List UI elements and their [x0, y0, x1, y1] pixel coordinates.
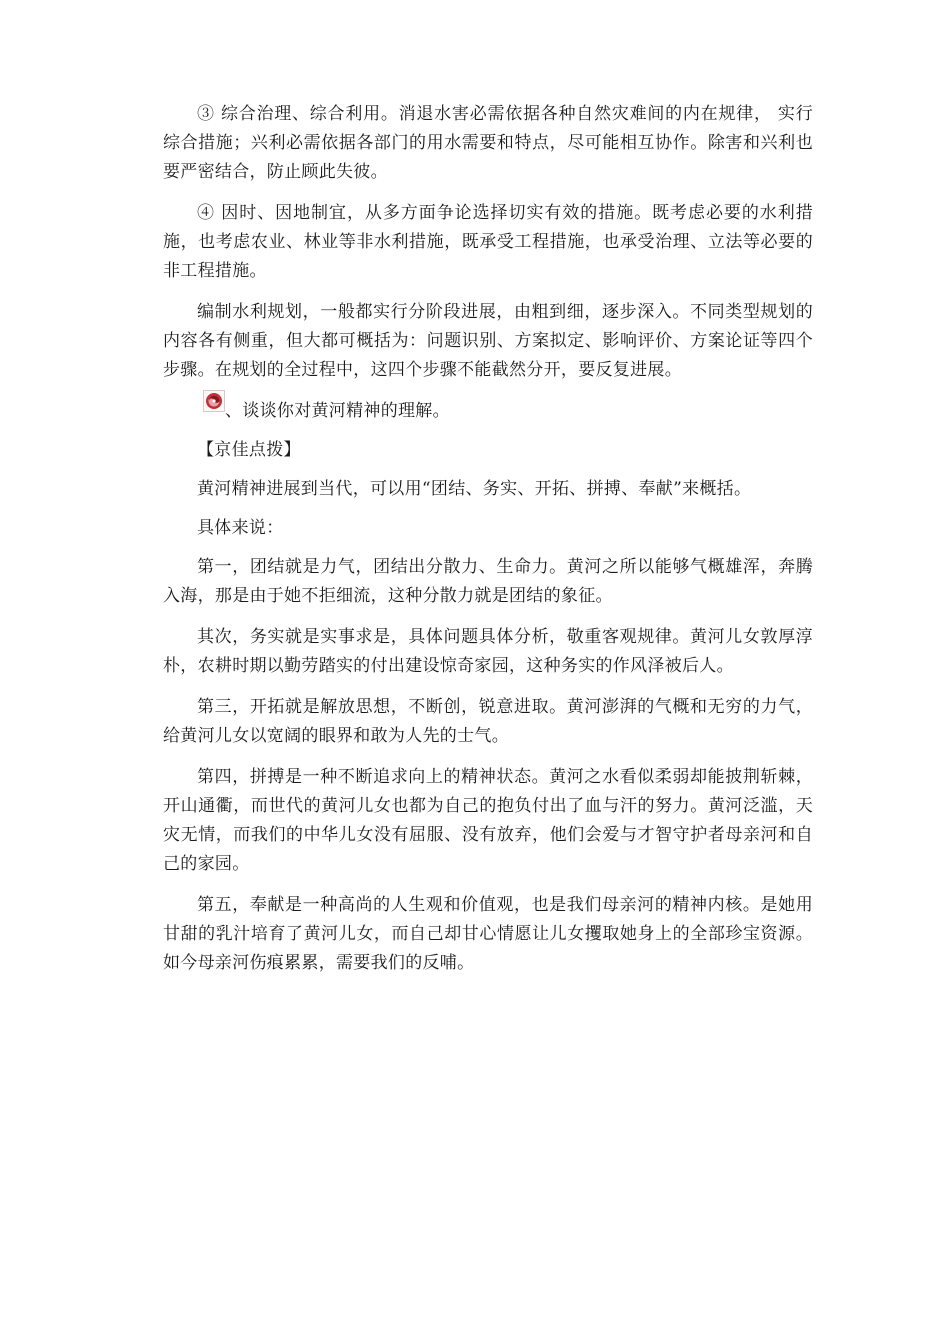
- question-line: [163, 397, 813, 426]
- question-prefix: 、: [225, 401, 243, 421]
- question-text: 谈谈你对黄河精神的理解。: [242, 401, 450, 421]
- tip-heading: 【京佳点拨】: [197, 440, 301, 460]
- swirl-logo-icon: [203, 398, 225, 420]
- paragraph-principle-3: ③ 综合治理、综合利用。消退水害必需依据各种自然灾难间的内在规律， 实行综合措施；兴利必需依据各部门的用水需要和特点，尽可能相互协作。除害和兴利也要严密结合，防止顾此失彼。: [163, 104, 813, 182]
- paragraph-dedication: 第五，奉献是一种高尚的人生观和价值观，也是我们母亲河的精神内核。是她用甘甜的乳汁培育了黄河儿女，而自己却甘心情愿让儿女攫取她身上的全部珍宝资源。如今母亲河伤痕累累，需要我们的反哺。: [163, 895, 813, 973]
- paragraph-pragmatism: 其次，务实就是实事求是，具体问题具体分析，敬重客观规律。黄河儿女敦厚淳朴，农耕时期以勤劳踏实的付出建设惊奇家园，这种务实的作风泽被后人。: [163, 627, 813, 676]
- document-body: [163, 100, 813, 990]
- paragraph-intro: 具体来说：: [197, 518, 284, 538]
- paragraph-planning: 编制水利规划，一般都实行分阶段进展，由粗到细，逐步深入。不同类型规划的内容各有侧重，但大都可概括为：问题识别、方案拟定、影响评价、方案论证等四个步骤。在规划的全过程中，这四个步骤不能截然分开，要反复进展。: [163, 302, 813, 380]
- paragraph-striving: 第四，拼搏是一种不断追求向上的精神状态。黄河之水看似柔弱却能披荆斩棘，开山通衢，而世代的黄河儿女也都为自己的抱负付出了血与汗的努力。黄河泛滥，天灾无情，而我们的中华儿女没有屈服、没有放弃，他们会爱与才智守护者母亲河和自己的家园。: [163, 767, 813, 874]
- paragraph-unity: 第一，团结就是力气，团结出分散力、生命力。黄河之所以能够气概雄浑，奔腾入海，那是由于她不拒细流，这种分散力就是团结的象征。: [163, 557, 813, 606]
- paragraph-principle-4: ④ 因时、因地制宜，从多方面争论选择切实有效的措施。既考虑必要的水利措施，也考虑农业、林业等非水利措施，既承受工程措施，也承受治理、立法等必要的非工程措施。: [163, 203, 813, 281]
- paragraph-pioneering: 第三，开拓就是解放思想，不断创，锐意进取。黄河澎湃的气概和无穷的力气，给黄河儿女以宽阔的眼界和敢为人先的士气。: [163, 697, 813, 746]
- paragraph-summary: 黄河精神进展到当代，可以用“团结、务实、开拓、拼搏、奉献”来概括。: [197, 479, 752, 499]
